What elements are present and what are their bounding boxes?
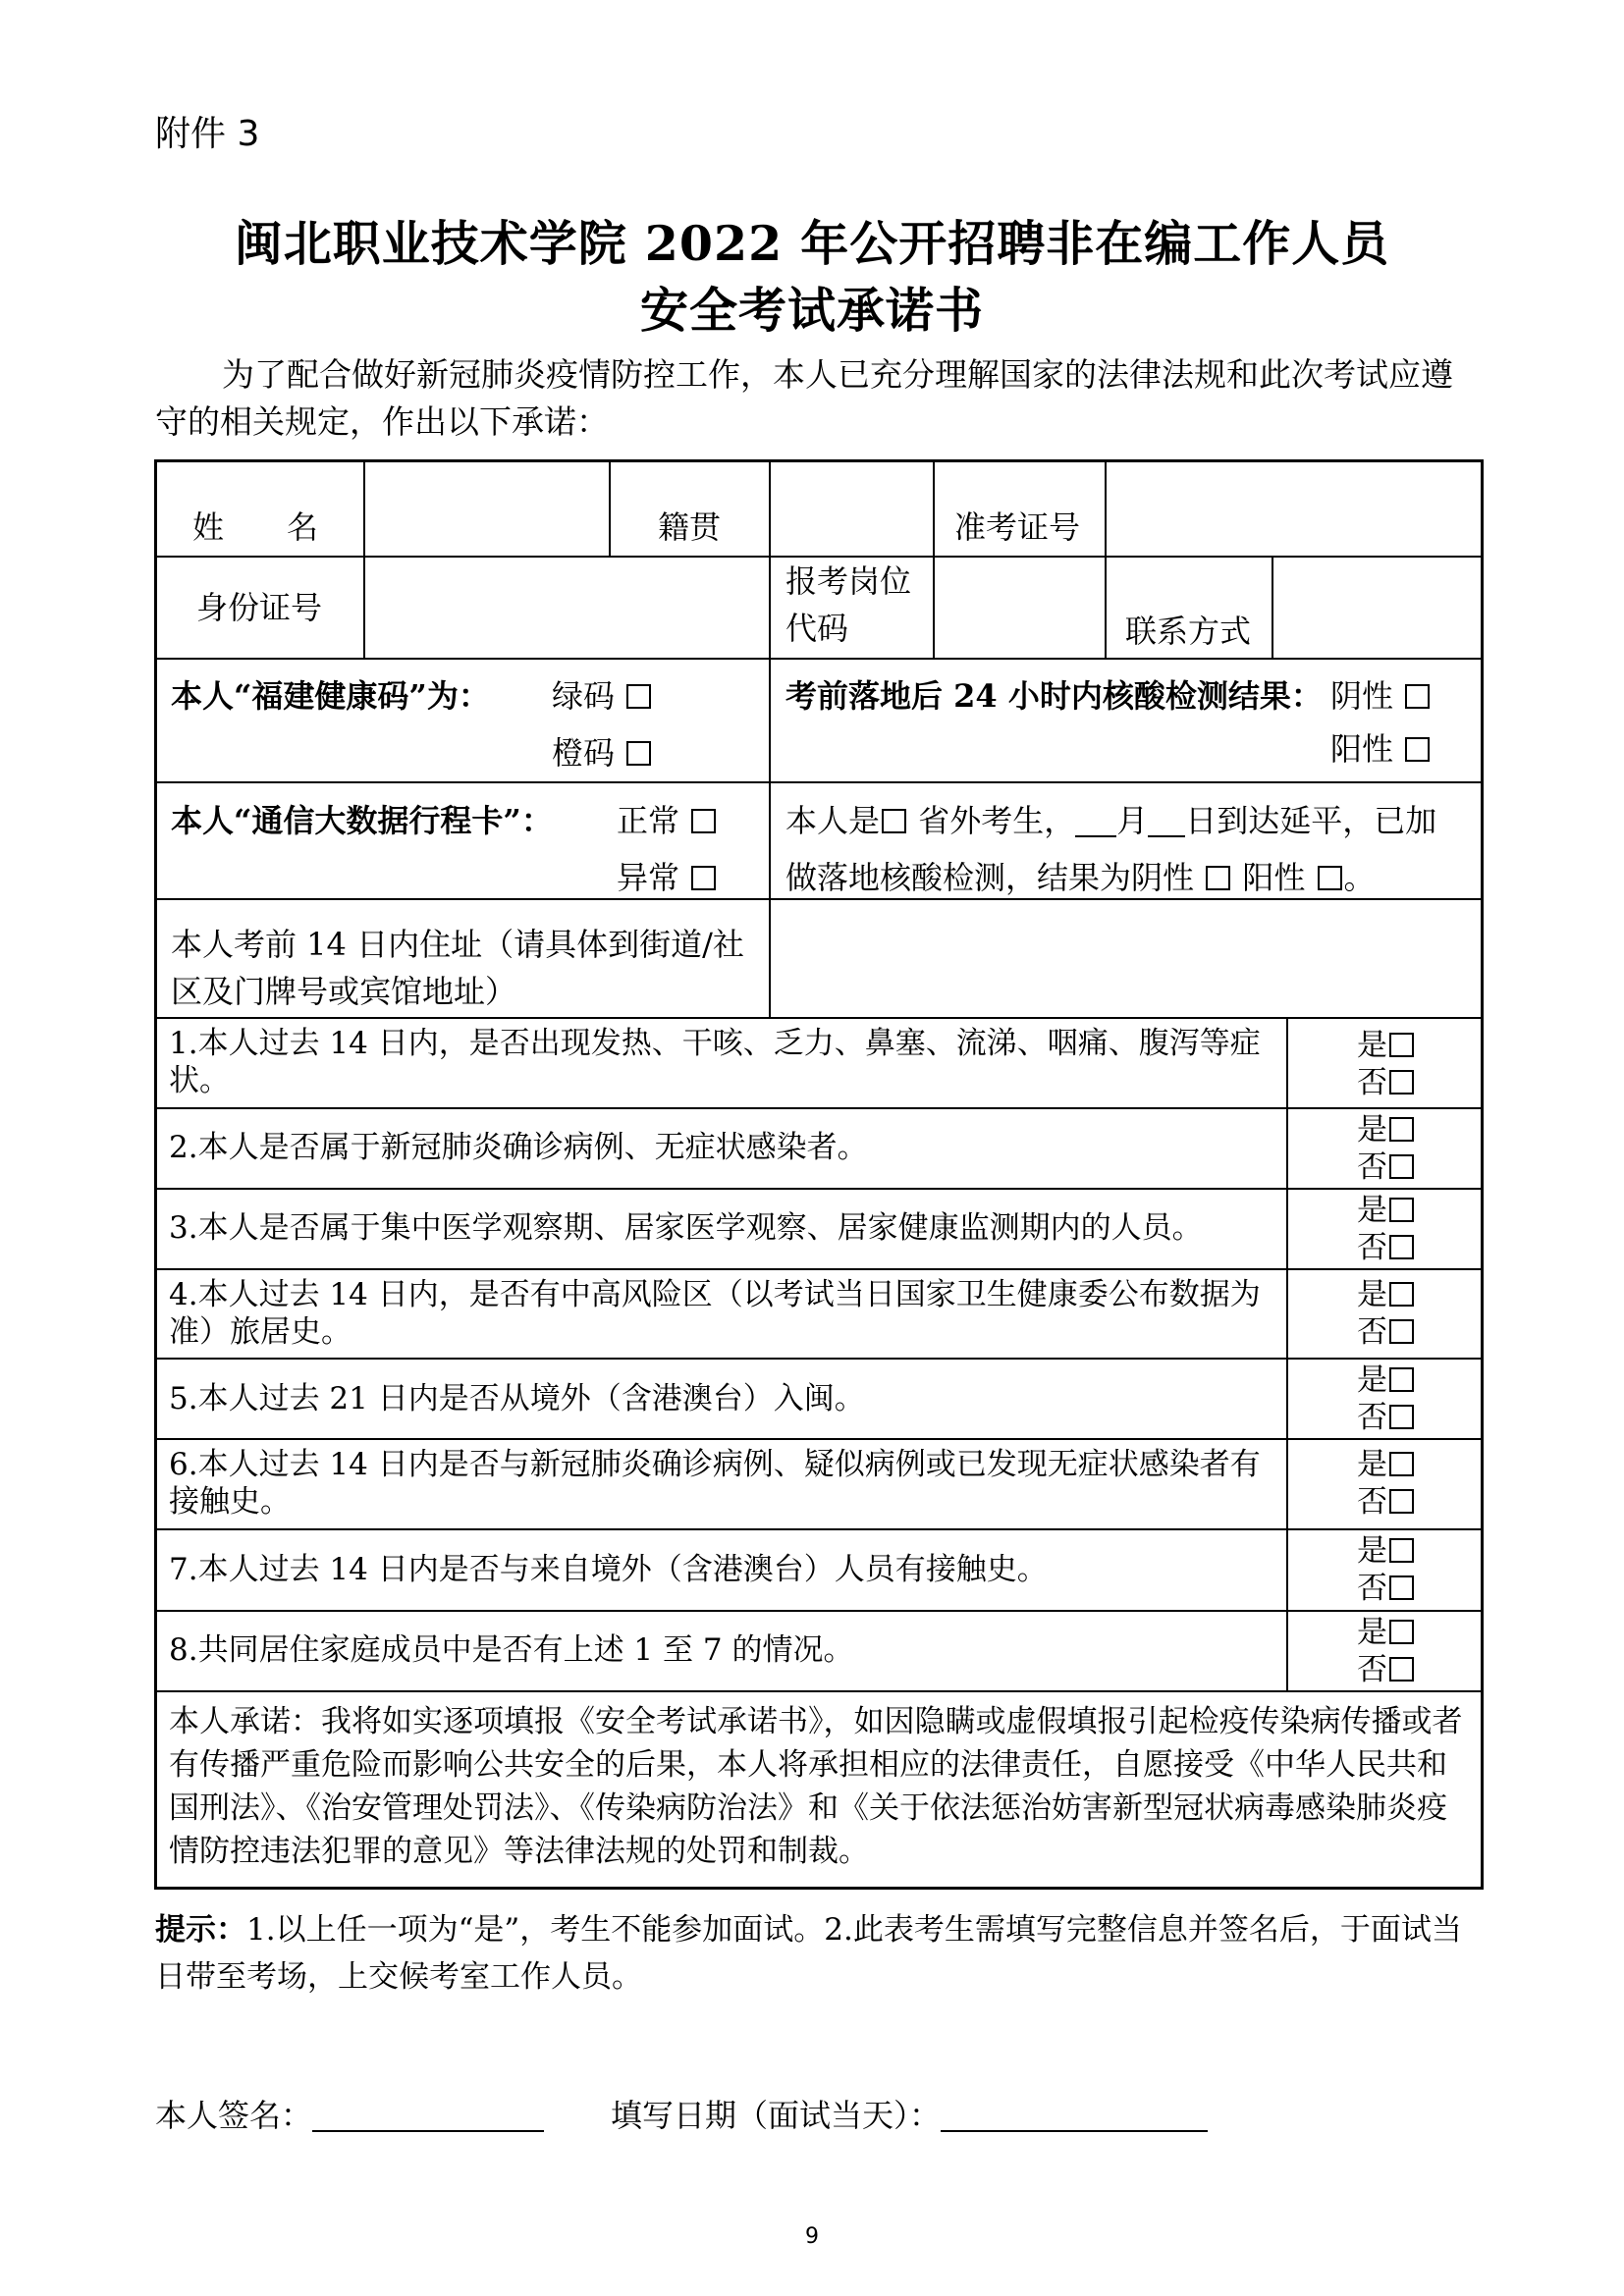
q3-no-checkbox[interactable]: [1389, 1235, 1414, 1259]
native-place-label: 籍贯: [658, 508, 722, 546]
q4-yes-no[interactable]: [1357, 1276, 1416, 1351]
landing-negative-checkbox[interactable]: [1206, 866, 1230, 890]
q6-no-checkbox[interactable]: [1389, 1489, 1414, 1514]
q2-yes-no[interactable]: [1357, 1111, 1416, 1186]
q2-yes-checkbox[interactable]: [1389, 1117, 1414, 1142]
tips-label: 提示：: [155, 1912, 246, 1948]
travel-card-abnormal-option[interactable]: [617, 859, 718, 896]
nucleic-test-label: 考前落地后 24 小时内核酸检测结果：: [785, 677, 1323, 715]
address-label: 本人考前 14 日内住址（请具体到街道/社区及门牌号或宾馆地址）: [171, 926, 744, 1010]
date-label: 填写日期（面试当天）：: [611, 2097, 942, 2134]
no-label: 否: [1357, 1571, 1387, 1606]
document-title: 闽北职业技术学院 2022 年公开招聘非在编工作人员: [234, 215, 1390, 272]
tips: [155, 1906, 1483, 2001]
outside-text-a: 本人是: [785, 802, 881, 839]
q4-no-checkbox[interactable]: [1389, 1319, 1414, 1344]
post-code-label: 报考岗位 代码: [785, 562, 912, 647]
question-8: 8.共同居住家庭成员中是否有上述 1 至 7 的情况。: [169, 1632, 854, 1668]
orange-code-label: 橙码: [552, 734, 616, 772]
yes-label: 是: [1357, 1193, 1387, 1228]
no-label: 否: [1357, 1065, 1387, 1100]
ticket-number-label: 准考证号: [954, 508, 1081, 546]
page-number: 9: [805, 2224, 819, 2249]
outside-text-e: 做落地核酸检测，结果为阴性: [785, 859, 1205, 896]
ticket-number-field[interactable]: [1119, 469, 1473, 552]
question-1: 1.本人过去 14 日内，是否出现发热、干咳、乏力、鼻塞、流涕、咽痛、腹泻等症状。: [169, 1026, 1261, 1098]
health-code-label: 本人“福建健康码”为：: [171, 677, 490, 715]
q7-yes-checkbox[interactable]: [1389, 1538, 1414, 1563]
no-label: 否: [1357, 1400, 1387, 1435]
normal-label: 正常: [617, 802, 680, 839]
native-place-field[interactable]: [784, 469, 926, 552]
positive-checkbox[interactable]: [1405, 737, 1430, 762]
q8-yes-no[interactable]: [1357, 1614, 1416, 1688]
travel-card-label: 本人“通信大数据行程卡”：: [171, 802, 553, 839]
orange-code-checkbox[interactable]: [626, 741, 651, 766]
q5-no-checkbox[interactable]: [1389, 1405, 1414, 1429]
positive-label: 阳性: [1330, 730, 1394, 768]
no-label: 否: [1357, 1484, 1387, 1520]
yes-label: 是: [1357, 1028, 1387, 1063]
question-2: 2.本人是否属于新冠肺炎确诊病例、无症状感染者。: [169, 1130, 868, 1165]
pledge-text: 本人承诺：我将如实逐项填报《安全考试承诺书》，如因隐瞒或虚假填报引起检疫传染病传播或者有传播严重危险而影响公共安全的后果，本人将承担相应的法律责任，自愿接受《中华人民共和国刑法》、《治安管理处罚法》、《传染病防治法》和《关于依法惩治妨害新型冠状病毒感染肺炎疫情防控违法犯罪的意见》等法律法规的处罚和制裁。: [169, 1704, 1463, 1869]
health-code-orange-option[interactable]: [552, 734, 653, 772]
post-code-field[interactable]: [947, 567, 1095, 650]
q3-yes-no[interactable]: [1357, 1192, 1416, 1266]
intro-paragraph: 为了配合做好新冠肺炎疫情防控工作，本人已充分理解国家的法律法规和此次考试应遵守的相关规定，作出以下承诺：: [155, 355, 1453, 441]
no-label: 否: [1357, 1149, 1387, 1185]
travel-card-normal-option[interactable]: [617, 802, 718, 839]
no-label: 否: [1357, 1314, 1387, 1350]
address-field[interactable]: [784, 908, 1471, 1010]
abnormal-label: 异常: [617, 859, 680, 896]
nucleic-positive-option[interactable]: [1330, 730, 1432, 768]
health-code-green-option[interactable]: [552, 677, 653, 715]
abnormal-checkbox[interactable]: [691, 866, 716, 890]
normal-checkbox[interactable]: [691, 809, 716, 833]
attachment-label: 附件 3: [155, 114, 260, 154]
id-number-label: 身份证号: [196, 589, 323, 626]
out-of-province-line: [785, 802, 1436, 839]
question-7: 7.本人过去 14 日内是否与来自境外（含港澳台）人员有接触史。: [169, 1552, 1048, 1587]
yes-label: 是: [1357, 1615, 1387, 1650]
q4-yes-checkbox[interactable]: [1389, 1282, 1414, 1307]
yes-label: 是: [1357, 1362, 1387, 1398]
yes-label: 是: [1357, 1277, 1387, 1312]
yes-label: 是: [1357, 1533, 1387, 1569]
q2-no-checkbox[interactable]: [1389, 1154, 1414, 1179]
q7-yes-no[interactable]: [1357, 1532, 1416, 1607]
outside-text-g: 。: [1343, 859, 1376, 896]
q6-yes-no[interactable]: [1357, 1446, 1416, 1521]
negative-checkbox[interactable]: [1405, 684, 1430, 709]
green-code-label: 绿码: [552, 677, 616, 715]
name-field[interactable]: [378, 469, 602, 552]
nucleic-negative-option[interactable]: [1330, 677, 1432, 715]
outside-text-d: 日到达延平，已加: [1185, 802, 1437, 839]
q8-no-checkbox[interactable]: [1389, 1657, 1414, 1682]
landing-positive-checkbox[interactable]: [1318, 866, 1342, 890]
document-subtitle: 安全考试承诺书: [639, 282, 984, 339]
signature-label: 本人签名：: [155, 2097, 313, 2134]
landing-test-line: [785, 859, 1376, 896]
q3-yes-checkbox[interactable]: [1389, 1198, 1414, 1222]
question-4: 4.本人过去 14 日内，是否有中高风险区（以考试当日国家卫生健康委公布数据为准）旅居史。: [169, 1277, 1261, 1350]
id-number-field[interactable]: [378, 567, 761, 650]
outside-province-checkbox[interactable]: [882, 809, 906, 833]
q7-no-checkbox[interactable]: [1389, 1575, 1414, 1600]
date-line: [611, 2091, 1208, 2136]
q5-yes-checkbox[interactable]: [1389, 1367, 1414, 1392]
question-3: 3.本人是否属于集中医学观察期、居家医学观察、居家健康监测期内的人员。: [169, 1210, 1203, 1246]
yes-label: 是: [1357, 1447, 1387, 1482]
green-code-checkbox[interactable]: [626, 684, 651, 709]
yes-label: 是: [1357, 1112, 1387, 1148]
question-5: 5.本人过去 21 日内是否从境外（含港澳台）入闽。: [169, 1381, 865, 1416]
arrival-month-blank[interactable]: [1075, 806, 1116, 837]
outside-text-f: 阳性: [1232, 859, 1316, 896]
contact-field[interactable]: [1281, 567, 1473, 650]
q1-yes-checkbox[interactable]: [1389, 1033, 1414, 1057]
q6-yes-checkbox[interactable]: [1389, 1452, 1414, 1476]
q5-yes-no[interactable]: [1357, 1362, 1416, 1436]
negative-label: 阴性: [1330, 677, 1394, 715]
name-label: 姓 名: [192, 508, 319, 546]
no-label: 否: [1357, 1652, 1387, 1687]
arrival-day-blank[interactable]: [1148, 806, 1185, 837]
contact-label: 联系方式: [1125, 613, 1252, 650]
outside-text-b: 省外考生，: [908, 802, 1076, 839]
question-6: 6.本人过去 14 日内是否与新冠肺炎确诊病例、疑似病例或已发现无症状感染者有接触史。: [169, 1447, 1261, 1520]
no-label: 否: [1357, 1230, 1387, 1265]
signature-field[interactable]: [312, 2101, 544, 2132]
pledge-form-table: [154, 459, 1484, 1890]
q1-yes-no[interactable]: [1357, 1027, 1416, 1101]
signature-line: [155, 2091, 544, 2136]
q8-yes-checkbox[interactable]: [1389, 1620, 1414, 1644]
tips-text: 1.以上任一项为“是”，考生不能参加面试。2.此表考生需填写完整信息并签名后，于面试当日带至考场，上交候考室工作人员。: [155, 1912, 1462, 1995]
outside-text-c: 月: [1116, 802, 1149, 839]
date-field[interactable]: [941, 2101, 1208, 2132]
q1-no-checkbox[interactable]: [1389, 1070, 1414, 1095]
